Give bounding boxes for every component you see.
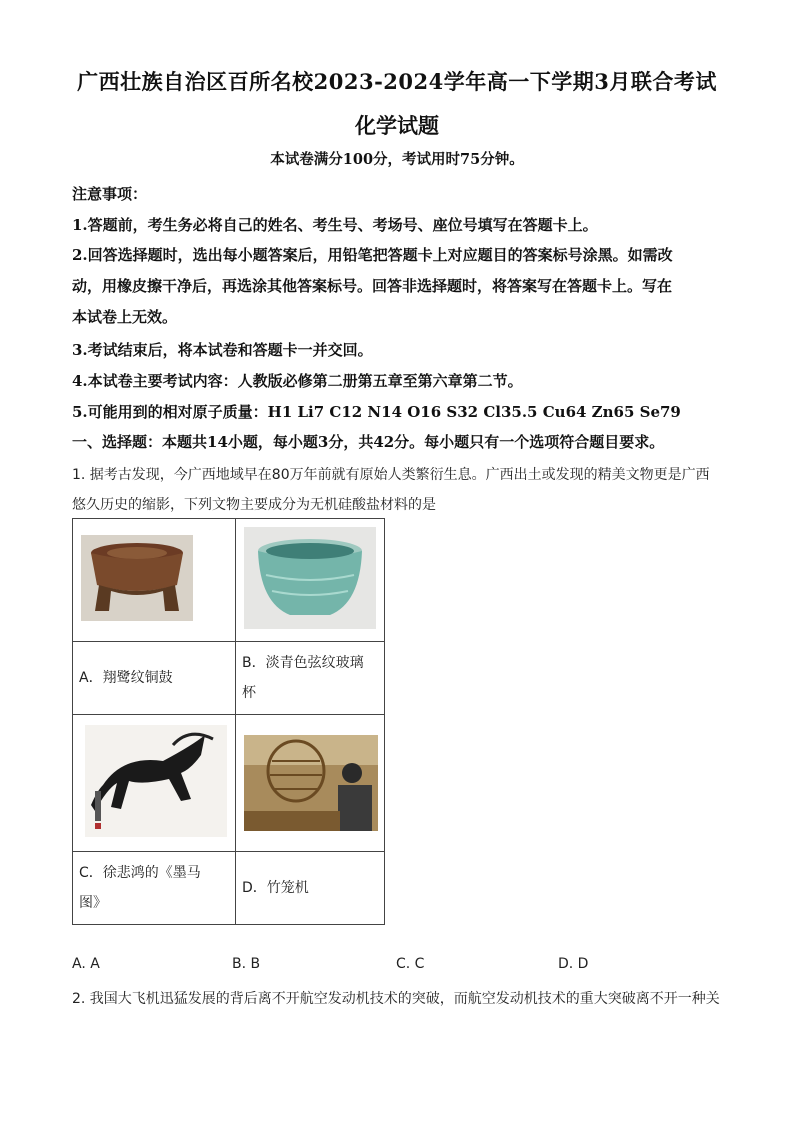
option-b-label-line-2: 杯	[242, 685, 256, 701]
q1-stem-line-2: 悠久历史的缩影，下列文物主要成分为无机硅酸盐材料的是	[72, 497, 436, 513]
note-5: 5.可能用到的相对原子质量：H1 Li7 C12 N14 O16 S32 Cl35.5 Cu64 Zn65 Se79	[72, 403, 681, 421]
exam-info: 本试卷满分100分，考试用时75分钟。	[270, 151, 524, 168]
notes-heading: 注意事项：	[72, 185, 148, 203]
option-b-label-line-1: B．淡青色弦纹玻璃	[242, 655, 364, 671]
option-a-label: A．翔鹭纹铜鼓	[79, 670, 173, 686]
option-a-image-cell	[73, 519, 236, 642]
exam-subtitle: 化学试题	[355, 113, 439, 138]
option-c-label-line-1: C．徐悲鸿的《墨马	[79, 865, 201, 881]
note-1: 1.答题前，考生务必将自己的姓名、考生号、考场号、座位号填写在答题卡上。	[72, 216, 598, 234]
option-c-label-line-2: 图》	[79, 895, 107, 911]
q2-stem-line-1: 2. 我国大飞机迅猛发展的背后离不开航空发动机技术的突破，而航空发动机技术的重大突破离不开一种关	[72, 991, 720, 1007]
bamboo-loom-image	[236, 715, 384, 847]
option-b-image-cell	[236, 519, 385, 642]
choice-d[interactable]: D. D	[558, 956, 589, 972]
note-2-line-2: 动，用橡皮擦干净后，再选涂其他答案标号。回答非选择题时，将答案写在答题卡上。写在	[72, 277, 673, 295]
choice-c[interactable]: C. C	[396, 956, 425, 972]
glass-cup-image	[236, 519, 384, 637]
option-d-label: D．竹笼机	[242, 880, 309, 896]
q1-stem-line-1: 1. 据考古发现，今广西地域早在80万年前就有原始人类繁衍生息。广西出土或发现的精美文物更是广西	[72, 467, 710, 483]
option-d-label-cell	[236, 852, 385, 925]
exam-title: 广西壮族自治区百所名校2023-2024学年高一下学期3月联合考试	[77, 69, 717, 94]
option-c-label-cell	[73, 852, 236, 925]
section-1-heading: 一、选择题：本题共14小题，每小题3分，共42分。每小题只有一个选项符合题目要求。	[72, 433, 665, 451]
note-2-line-3: 本试卷上无效。	[72, 308, 178, 326]
choice-b[interactable]: B. B	[232, 956, 261, 972]
note-4: 4.本试卷主要考试内容：人教版必修第二册第五章至第六章第二节。	[72, 372, 523, 390]
ink-horse-painting-image	[73, 715, 235, 847]
option-b-label-cell	[236, 642, 385, 715]
bronze-drum-image	[73, 519, 235, 637]
note-2-line-1: 2.回答选择题时，选出每小题答案后，用铅笔把答题卡上对应题目的答案标号涂黑。如需改	[72, 246, 673, 264]
option-d-image-cell	[236, 715, 385, 852]
q1-options-table	[72, 518, 385, 925]
option-c-image-cell	[73, 715, 236, 852]
note-3: 3.考试结束后，将本试卷和答题卡一并交回。	[72, 341, 373, 359]
option-a-label-cell	[73, 642, 236, 715]
choice-a[interactable]: A. A	[72, 956, 100, 972]
